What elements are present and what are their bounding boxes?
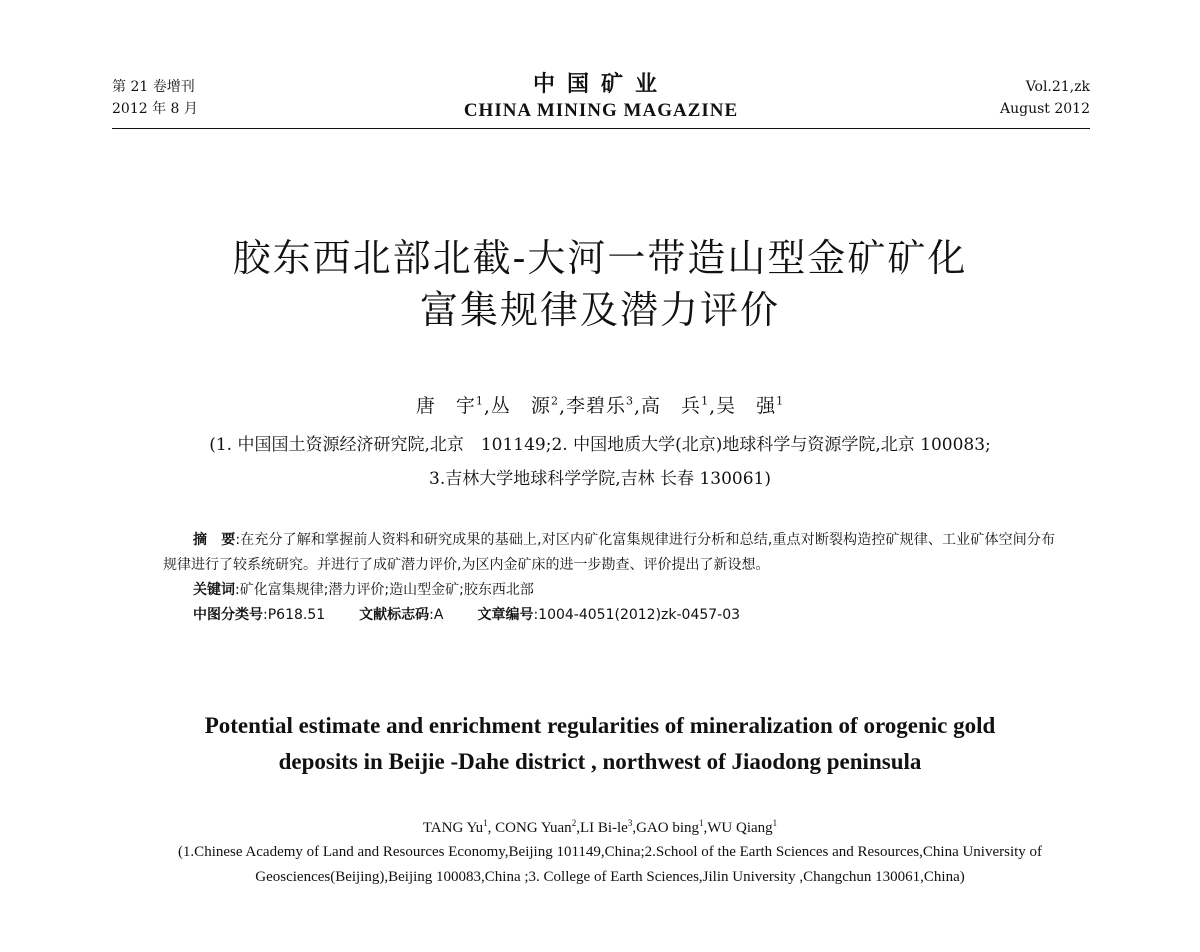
title-en-line-1: Potential estimate and enrichment regularities of mineralization of orogenic gold — [204, 713, 996, 738]
author-cn-sup: 1 — [701, 395, 710, 408]
author-cn-sup: 1 — [475, 395, 484, 408]
journal-name-cn: 中国矿业 — [532, 72, 669, 97]
article-title-cn — [100, 232, 1100, 336]
authors-cn: 唐 宇$^1$,丛 源$^2$,李碧乐$^3$,高 兵$^1$,吴 强$^1$ — [415, 395, 785, 418]
header-center — [112, 72, 1090, 124]
article-number-label: 文章编号 — [477, 607, 534, 623]
journal-name-en: CHINA MINING MAGAZINE — [463, 100, 739, 121]
abstract-label: 摘 要 — [193, 532, 236, 548]
doccode-label: 文献标志码 — [359, 607, 430, 623]
author-cn-name: 吴 强 — [716, 395, 777, 418]
author-cn-sup: 1 — [776, 395, 785, 408]
abstract-text: :在充分了解和掌握前人资料和研究成果的基础上,对区内矿化富集规律进行分析和总结,重点对断裂构造控矿规律、工业矿体空间分布规律进行了较系统研究。并进行了成矿潜力评价,为区内金矿床的进一步勘查、评价提出了新设想。 — [163, 532, 1055, 573]
author-en — [636, 820, 707, 836]
clc-label: 中图分类号 — [193, 607, 263, 623]
author-cn-name: 李碧乐 — [565, 395, 626, 418]
title-en-line-2: deposits in Beijie -Dahe district , northwest of Jiaodong peninsula — [278, 749, 922, 774]
volume-cn: 第 21 卷增刊 — [112, 79, 195, 95]
author-cn-name: 唐 宇 — [415, 395, 476, 418]
header-rule — [112, 128, 1090, 129]
journal-header — [112, 72, 1090, 128]
title-cn-line-1: 胶东西北部北截-大河一带造山型金矿矿化 — [232, 236, 968, 280]
author-en-name: TANG Yu — [422, 820, 484, 836]
author-cn-name: 高 兵 — [641, 395, 702, 418]
date-en: August 2012 — [1000, 101, 1090, 117]
author-en — [707, 820, 777, 836]
authors-en — [100, 812, 1100, 839]
author-en — [423, 820, 495, 836]
clc-value: :P618.51 — [263, 607, 326, 623]
keywords-label: 关键词 — [193, 582, 235, 598]
article-number-value: :1004-4051(2012)zk-0457-03 — [533, 607, 741, 623]
affiliations-cn — [80, 428, 1120, 496]
volume-en: Vol.21,zk — [1025, 79, 1090, 95]
author-en-sup: 1 — [772, 818, 778, 828]
author-cn — [641, 395, 709, 417]
author-cn — [566, 395, 634, 417]
author-en-sup: 1 — [483, 818, 488, 828]
classification-line — [193, 603, 1055, 628]
author-en-sep: , — [632, 820, 637, 836]
abstract-paragraph — [163, 528, 1055, 578]
author-en — [495, 820, 580, 836]
title-cn-line-2: 富集规律及潜力评价 — [419, 288, 780, 332]
affiliation-cn-line-2: 3.吉林大学地球科学学院,吉林 长春 130061) — [429, 469, 771, 489]
author-en-sep: , — [703, 820, 708, 836]
author-cn — [716, 395, 784, 417]
date-cn: 2012 年 8 月 — [112, 101, 198, 117]
author-en-sep: , — [576, 820, 580, 836]
abstract-block — [163, 528, 1055, 628]
author-en-name: LI Bi-le — [579, 820, 628, 836]
author-cn-sup: 3 — [626, 395, 634, 408]
author-cn-sup: 2 — [550, 395, 559, 408]
author-en-name: CONG Yuan — [495, 820, 572, 836]
author-en-name: GAO bing — [636, 820, 700, 836]
affiliation-cn-line-1: (1. 中国国土资源经济研究院,北京 101149;2. 中国地质大学(北京)地球科学与资源学院,北京 100083; — [209, 435, 991, 455]
author-en-sup: 2 — [571, 818, 577, 828]
author-en-sup: 1 — [699, 818, 704, 828]
article-title-en — [120, 708, 1080, 780]
header-right — [1000, 76, 1090, 120]
author-en-name: WU Qiang — [707, 820, 773, 836]
keywords-line — [193, 578, 1055, 603]
author-cn — [416, 395, 484, 417]
author-en-sep: , — [487, 820, 496, 836]
author-en — [580, 820, 636, 836]
affiliations-en: (1.Chinese Academy of Land and Resources Economy,Beijing 101149,China;2.School of the Earth Sciences and Resources,China University of Geosciences(Beijing),Beijing 100083,China ;3. College of Earth Sciences,Jilin University ,Changchun 130061,China) — [177, 844, 1043, 885]
doccode-value: :A — [429, 607, 444, 623]
author-en-sup: 3 — [627, 818, 633, 828]
author-cn-name: 丛 源 — [490, 395, 551, 418]
author-cn — [491, 395, 559, 417]
keywords-text: :矿化富集规律;潜力评价;造山型金矿;胶东西北部 — [235, 582, 534, 598]
